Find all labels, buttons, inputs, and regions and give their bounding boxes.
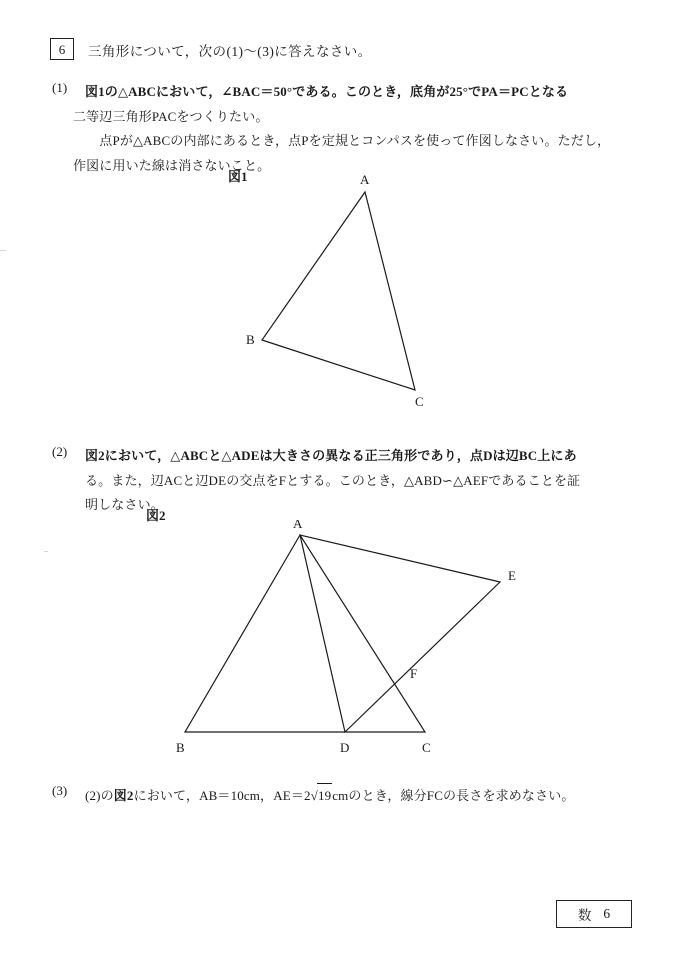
footer-page-number: 6 <box>603 906 611 921</box>
item-2-line-1-text: 図2において，△ABCと△ADEは大きさの異なる正三角形であり，点Dは辺BC上にあ <box>85 448 577 463</box>
item-1-line-3-text: 点Pが△ABCの内部にあるとき，点Pを定規とコンパスを使って作図しなさい。ただし， <box>99 133 611 149</box>
item-3-figure-ref: 図2 <box>113 788 134 803</box>
figure-2-vertex-A: A <box>293 520 303 531</box>
item-2-line-2 <box>85 469 630 494</box>
sqrt-radicand: 19 <box>317 783 332 809</box>
item-2-line-3 <box>85 493 630 518</box>
item-2-line-1 <box>85 444 630 469</box>
item-1-line-1 <box>85 80 630 105</box>
item-3-label: (3) <box>52 783 68 798</box>
item-3-prefix: (2)の <box>85 788 114 803</box>
footer-page-marker <box>556 900 632 928</box>
question-heading: 三角形について，次の(1)～(3)に答えなさい。 <box>88 44 372 59</box>
figure-2-vertex-C: C <box>422 740 431 755</box>
item-1-label: (1) <box>52 80 68 95</box>
figure-1-vertex-B: B <box>246 332 255 347</box>
item-1-line-3 <box>85 129 630 154</box>
sqrt-symbol: √19 <box>311 783 333 809</box>
item-2-label: (2) <box>52 444 68 459</box>
figure-1 <box>240 172 440 412</box>
footer-subject: 数 <box>577 908 592 923</box>
question-number: 6 <box>58 41 66 57</box>
figure-2-vertex-E: E <box>508 568 516 583</box>
item-1-line-4-text: 作図に用いた線は消さないこと。 <box>73 158 271 174</box>
item-3-line-1 <box>85 783 645 809</box>
item-3-middle: において，AB＝10cm，AE＝2 <box>133 788 311 803</box>
item-2-body <box>85 444 630 518</box>
item-2-line-3-text: 明しなさい。 <box>85 497 164 513</box>
figure-2-vertex-D: D <box>340 740 350 755</box>
figure-1-vertex-A: A <box>360 172 370 187</box>
item-1-line-2 <box>73 105 630 130</box>
edge-mark <box>44 551 48 552</box>
item-2-line-2-text: る。また，辺ACと辺DEの交点をFとする。このとき，△ABD∽△AEFであることを証 <box>85 472 581 488</box>
item-1-body <box>73 80 630 179</box>
figure-2 <box>160 520 560 760</box>
figure-2-vertex-F: F <box>410 666 418 681</box>
figure-2-vertex-B: B <box>176 740 185 755</box>
item-1-line-1-text: 図1の△ABCにおいて，∠BAC＝50°である。このとき，底角が25°でPA＝PCとなる <box>85 84 569 99</box>
item-3-suffix: cmのとき，線分FCの長さを求めなさい。 <box>332 788 575 803</box>
question-number-box <box>50 38 74 60</box>
figure-1-caption: 図1 <box>228 169 248 184</box>
figure-2-caption: 図2 <box>146 508 166 523</box>
figure-1-vertex-C: C <box>415 394 424 409</box>
item-1-line-2-text: 二等辺三角形PACをつくりたい。 <box>73 108 269 124</box>
item-3-body <box>85 783 645 809</box>
edge-mark <box>0 250 6 251</box>
